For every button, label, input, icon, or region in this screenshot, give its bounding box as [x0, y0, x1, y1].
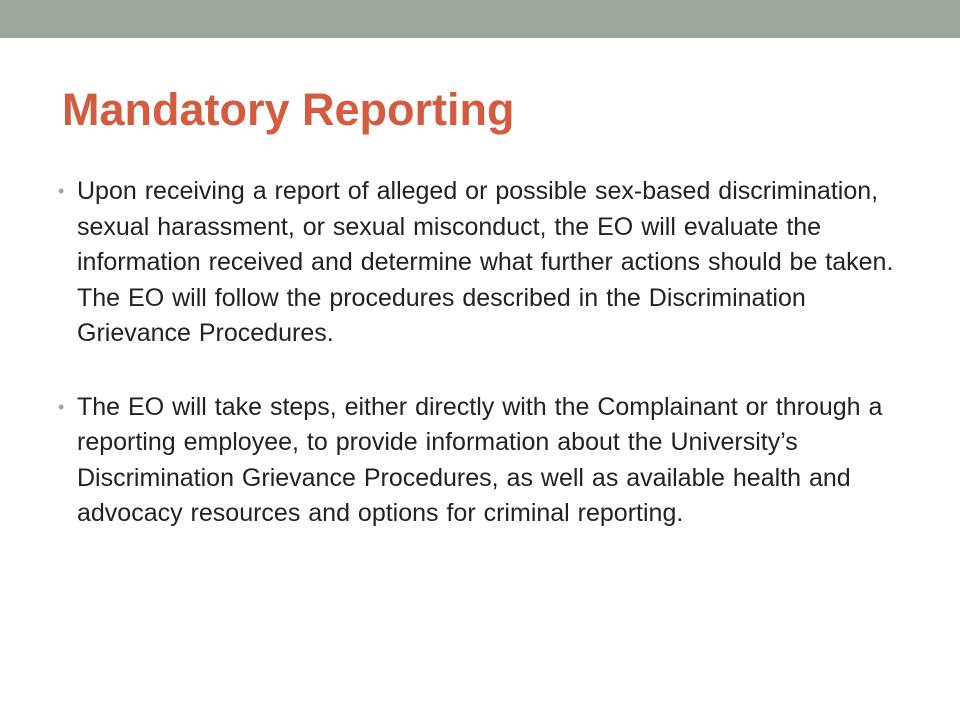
bullet-text: The EO will take steps, either directly with the Complainant or through a reporting employee, to provide information about the University’s Discrimination Grievance Procedures, as well as available health and advocacy resources and options for criminal reporting. — [77, 392, 883, 527]
bullet-list — [58, 174, 908, 532]
bullet-marker: • — [58, 181, 65, 201]
bullet-text: Upon receiving a report of alleged or possible sex-based discrimination, sexual harassment, or sexual misconduct, the EO will evaluate the information received and determine what further actions should be taken. The EO will follow the procedures described in the Discrimination Grievance Procedures. — [77, 177, 894, 347]
bullet-marker: • — [58, 396, 65, 417]
slide-title: Mandatory Reporting — [62, 84, 515, 135]
bullet-item — [58, 174, 908, 352]
top-accent-bar — [0, 0, 960, 38]
bullet-item — [58, 390, 908, 532]
